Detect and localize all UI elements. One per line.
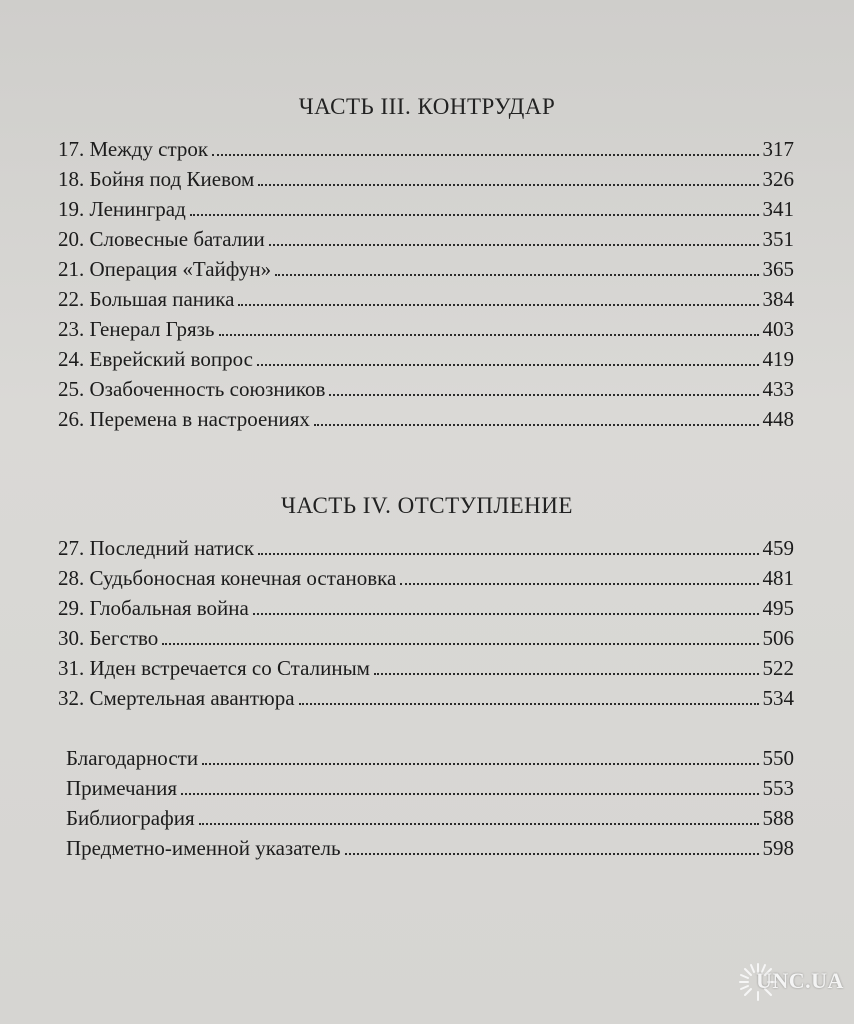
dot-leader bbox=[345, 852, 759, 855]
toc-entry-page: 598 bbox=[762, 836, 794, 860]
toc-entry-title: 19. Ленинград bbox=[58, 197, 186, 221]
dot-leader bbox=[374, 672, 759, 675]
toc-entry bbox=[66, 773, 794, 803]
toc-entry-page: 433 bbox=[762, 377, 794, 401]
toc-entry bbox=[58, 344, 794, 374]
toc-entry-title: 17. Между строк bbox=[58, 137, 209, 161]
toc-entry bbox=[58, 194, 794, 224]
dot-leader bbox=[400, 582, 758, 585]
toc-entry bbox=[58, 653, 794, 683]
toc-entry-page: 384 bbox=[762, 287, 794, 311]
toc-entry-title: 32. Смертельная авантюра bbox=[58, 686, 295, 710]
dot-leader bbox=[253, 612, 759, 615]
toc-entry bbox=[66, 833, 794, 863]
toc-entry-page: 448 bbox=[762, 407, 794, 431]
toc-entry bbox=[66, 803, 794, 833]
toc-entry-page: 341 bbox=[762, 197, 794, 221]
toc-entry-page: 522 bbox=[762, 656, 794, 680]
toc-entry-page: 459 bbox=[762, 536, 794, 560]
toc-entry bbox=[58, 254, 794, 284]
toc-entry bbox=[58, 134, 794, 164]
dot-leader bbox=[212, 153, 758, 156]
toc-entry-title: 28. Судьбоносная конечная остановка bbox=[58, 566, 397, 590]
toc-entry bbox=[58, 623, 794, 653]
dot-leader bbox=[190, 213, 759, 216]
toc-entry-title: 30. Бегство bbox=[58, 626, 159, 650]
toc-entry-page: 326 bbox=[762, 167, 794, 191]
dot-leader bbox=[181, 792, 758, 795]
watermark-text: UNC.UA bbox=[756, 968, 844, 993]
toc-entry-title: 31. Иден встречается со Сталиным bbox=[58, 656, 370, 680]
toc-entry bbox=[58, 563, 794, 593]
part-4-entries bbox=[58, 533, 794, 713]
backmatter-entries bbox=[66, 743, 794, 863]
toc-entry-page: 351 bbox=[762, 227, 794, 251]
watermark-logo bbox=[736, 960, 844, 1004]
dot-leader bbox=[238, 303, 758, 306]
toc-entry bbox=[66, 743, 794, 773]
toc-entry bbox=[58, 164, 794, 194]
dot-leader bbox=[258, 552, 758, 555]
toc-entry bbox=[58, 593, 794, 623]
toc-entry-page: 419 bbox=[762, 347, 794, 371]
toc-entry bbox=[58, 404, 794, 434]
toc-entry bbox=[58, 374, 794, 404]
toc-entry-title: Библиография bbox=[66, 806, 195, 830]
toc-entry-page: 553 bbox=[762, 776, 794, 800]
dot-leader bbox=[257, 363, 759, 366]
toc-entry-title: 26. Перемена в настроениях bbox=[58, 407, 310, 431]
part-4-heading: ЧАСТЬ IV. ОТСТУПЛЕНИЕ bbox=[281, 493, 573, 518]
toc-entry bbox=[58, 284, 794, 314]
dot-leader bbox=[299, 702, 759, 705]
toc-entry bbox=[58, 314, 794, 344]
part-3-entries bbox=[58, 134, 794, 434]
toc-entry-title: 24. Еврейский вопрос bbox=[58, 347, 253, 371]
toc-entry-title: 21. Операция «Тайфун» bbox=[58, 257, 272, 281]
toc-entry-page: 550 bbox=[762, 746, 794, 770]
toc-entry-page: 506 bbox=[762, 626, 794, 650]
toc-entry-title: 20. Словесные баталии bbox=[58, 227, 265, 251]
toc-entry-title: Благодарности bbox=[66, 746, 199, 770]
dot-leader bbox=[219, 333, 759, 336]
toc-entry-title: Примечания bbox=[66, 776, 178, 800]
toc-entry-title: 27. Последний натиск bbox=[58, 536, 255, 560]
toc-entry-title: 23. Генерал Грязь bbox=[58, 317, 215, 341]
dot-leader bbox=[162, 642, 758, 645]
toc-entry bbox=[58, 533, 794, 563]
dot-leader bbox=[269, 243, 759, 246]
dot-leader bbox=[329, 393, 758, 396]
dot-leader bbox=[258, 183, 758, 186]
toc-entry-title: 22. Большая паника bbox=[58, 287, 235, 311]
toc-entry-title: 29. Глобальная война bbox=[58, 596, 249, 620]
toc-entry bbox=[58, 683, 794, 713]
toc-entry-page: 317 bbox=[762, 137, 794, 161]
toc-entry-page: 481 bbox=[762, 566, 794, 590]
dot-leader bbox=[314, 423, 759, 426]
toc-entry-page: 403 bbox=[762, 317, 794, 341]
toc-entry-title: Предметно-именной указатель bbox=[66, 836, 341, 860]
dot-leader bbox=[199, 822, 759, 825]
toc-entry-page: 365 bbox=[762, 257, 794, 281]
toc-entry-title: 25. Озабоченность союзников bbox=[58, 377, 326, 401]
dot-leader bbox=[202, 762, 758, 765]
toc-entry-page: 588 bbox=[762, 806, 794, 830]
toc-entry-title: 18. Бойня под Киевом bbox=[58, 167, 255, 191]
dot-leader bbox=[275, 273, 758, 276]
toc-entry-page: 495 bbox=[762, 596, 794, 620]
toc-entry-page: 534 bbox=[762, 686, 794, 710]
part-3-heading: ЧАСТЬ III. КОНТРУДАР bbox=[298, 94, 556, 119]
toc-entry bbox=[58, 224, 794, 254]
